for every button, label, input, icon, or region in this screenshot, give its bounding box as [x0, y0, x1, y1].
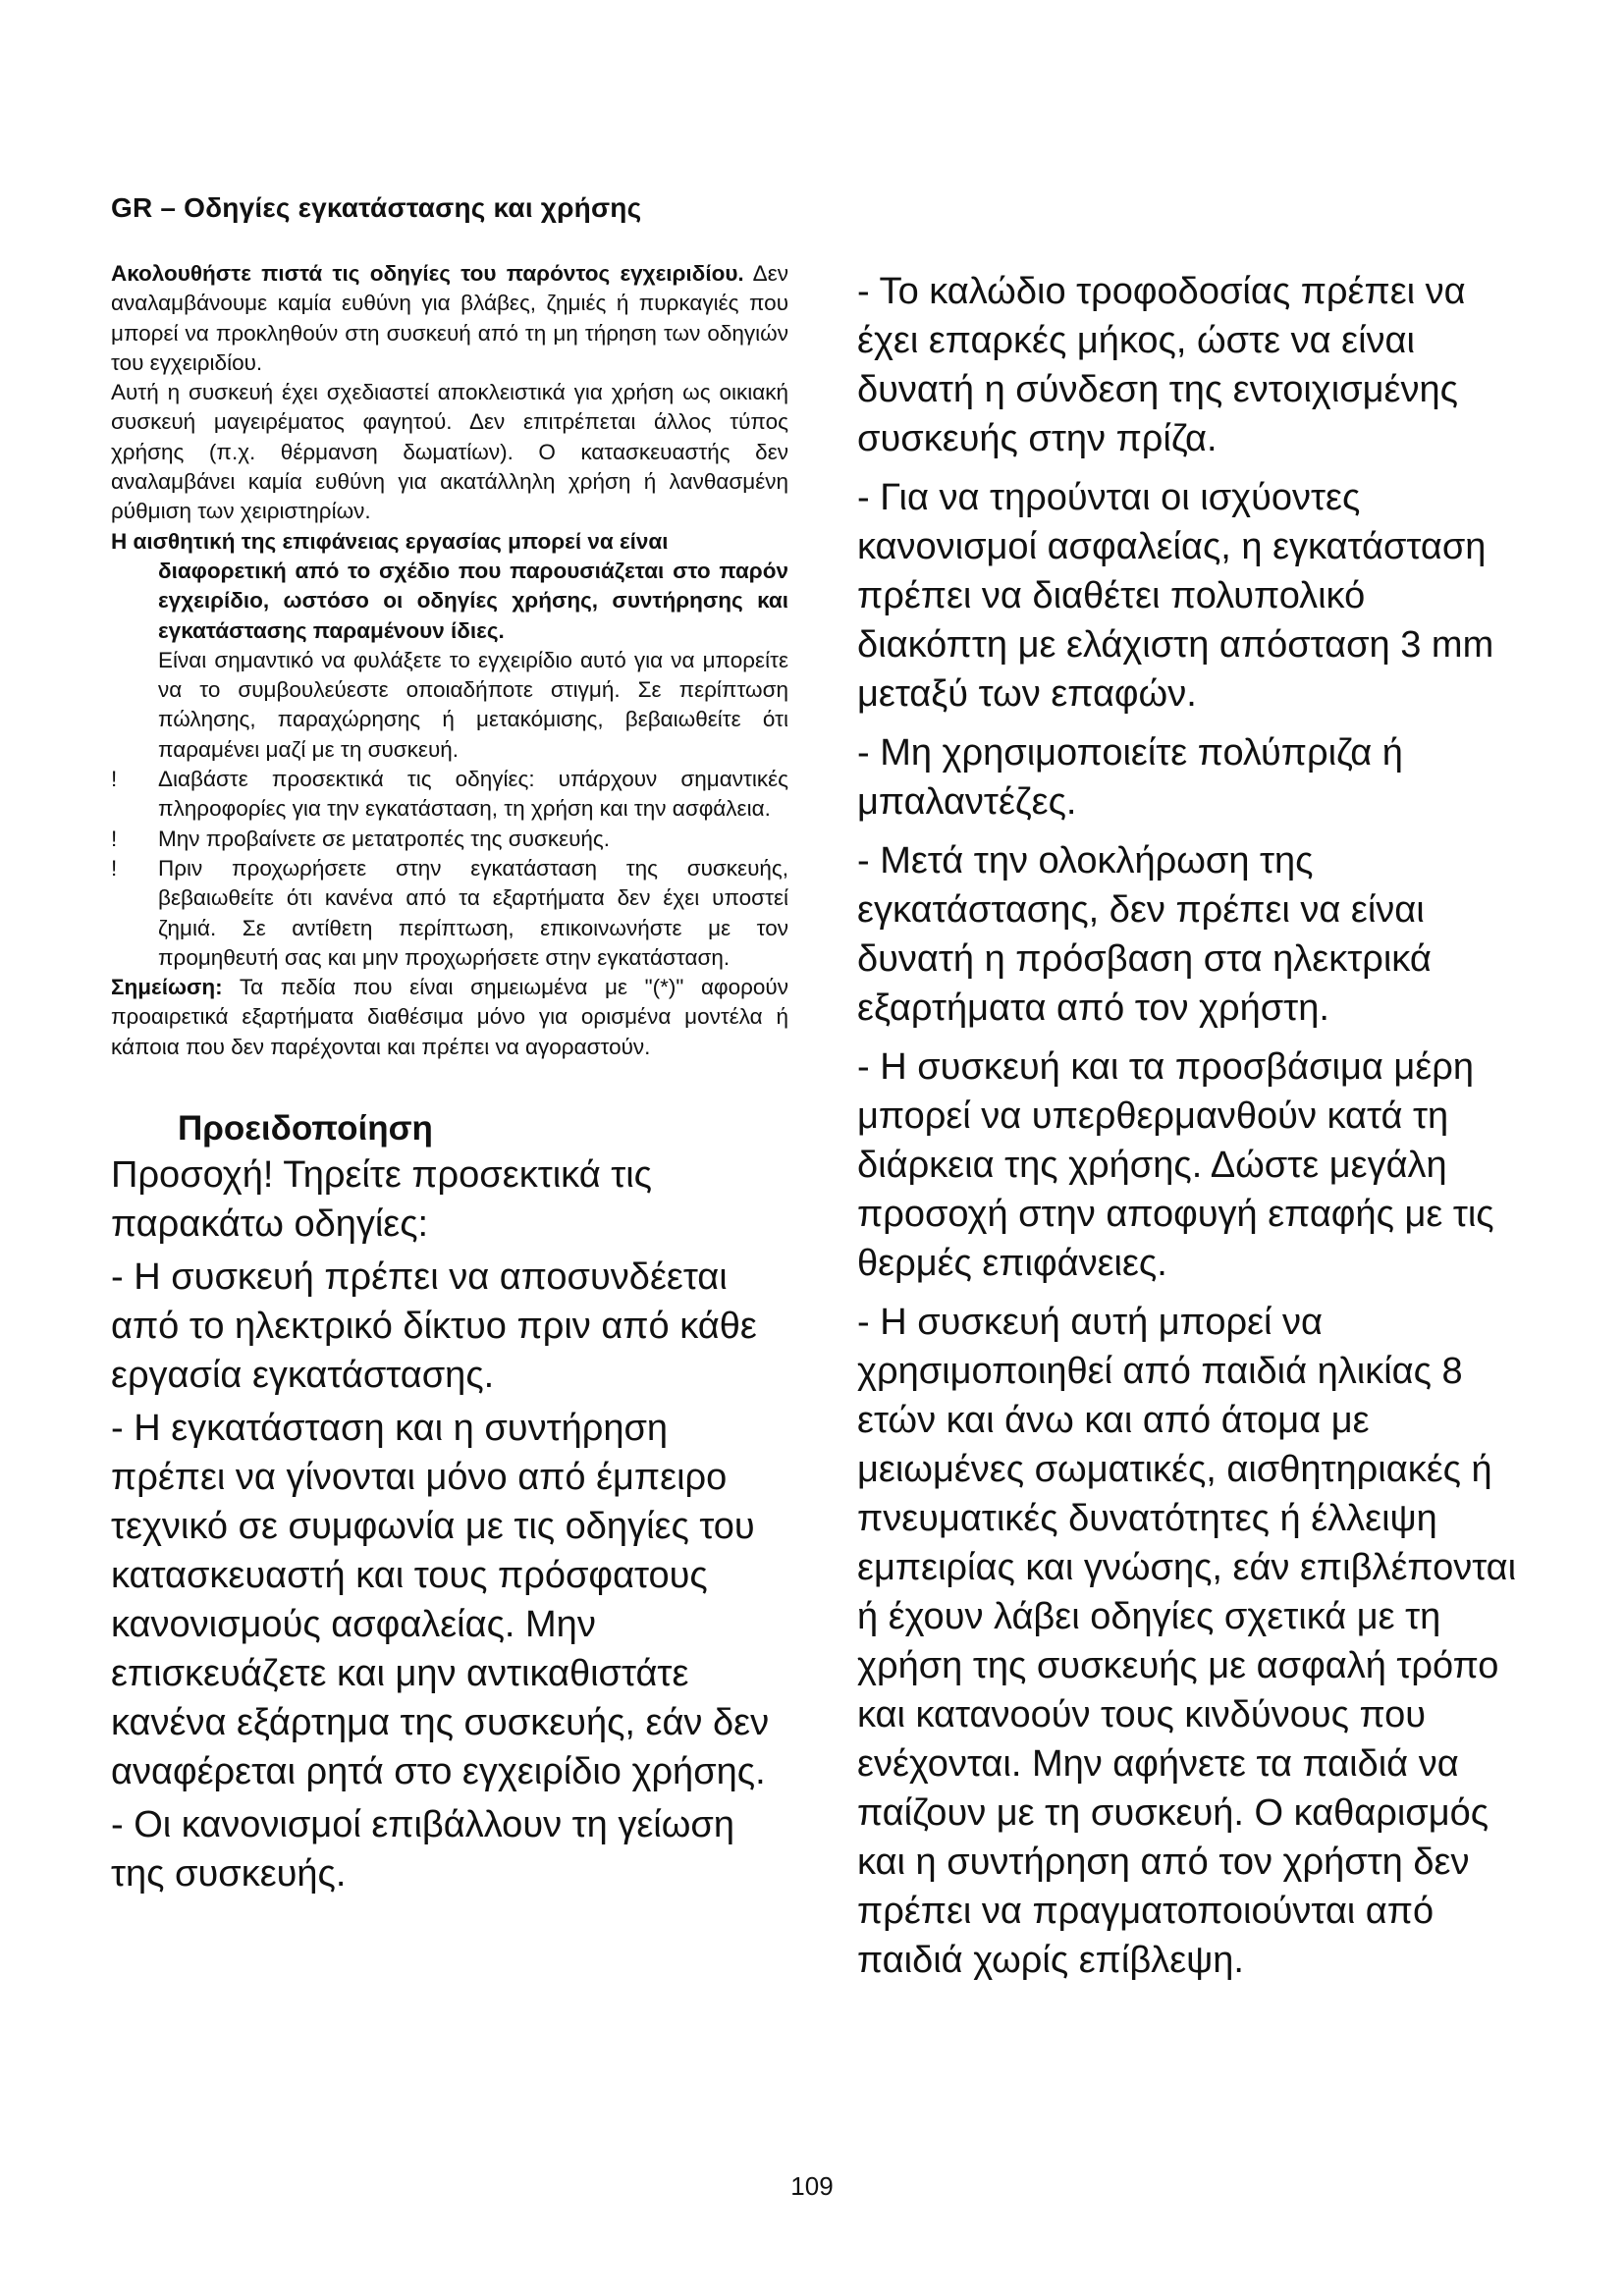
- aesthetics-bold-lead: Η αισθητική της επιφάνειας εργασίας μπορεί να είναι: [111, 528, 669, 554]
- warning-bullet-read-instructions: [111, 765, 788, 825]
- aesthetics-bold-text: [158, 557, 788, 646]
- exclamation-icon: !: [111, 855, 118, 881]
- bullet-text: Διαβάστε προσεκτικά τις οδηγίες: υπάρχουν σημαντικές πληροφορίες για την εγκατάσταση, τη χρήση και την ασφάλεια.: [158, 767, 788, 822]
- bullet-text: Μην προβαίνετε σε μετατροπές της συσκευής.: [158, 826, 611, 851]
- left-column: [111, 259, 788, 1902]
- intro-block: [111, 259, 788, 1062]
- warning-bullet-no-modifications: [111, 825, 788, 854]
- note-text: Τα πεδία που είναι σημειωμένα με "(*)" αφορούν προαιρετικά εξαρτήματα διαθέσιμα μόνο για ορισμένα μοντέλα ή κάποια που δεν παρέχονται και πρέπει να αγοραστούν.: [111, 975, 788, 1059]
- exclamation-icon: !: [111, 826, 118, 851]
- warning-heading: Προειδοποίηση: [178, 1109, 433, 1148]
- intro-paragraph-3-lead: [111, 527, 788, 557]
- aesthetics-block: [111, 557, 788, 765]
- right-column: [857, 267, 1525, 1995]
- keep-manual-text: Είναι σημαντικό να φυλάξετε το εγχειρίδιο αυτό για να μπορείτε να το συμβουλεύεστε οποιαδήποτε στιγμή. Σε περίπτωση πώλησης, παραχώρησης ή μετακόμισης, βεβαιωθείτε ότι παραμένει μαζί με τη συσκευή.: [158, 647, 788, 762]
- intro-bold-lead: Ακολουθήστε πιστά τις οδηγίες του παρόντος εγχειριδίου.: [111, 261, 744, 286]
- exclamation-icon: !: [111, 767, 118, 792]
- warning-paragraph: - Η συσκευή πρέπει να αποσυνδέεται από το ηλεκτρικό δίκτυο πριν από κάθε εργασία εγκατάστασης.: [111, 1256, 757, 1397]
- warning-paragraph: - Για να τηρούνται οι ισχύοντες κανονισμοί ασφαλείας, η εγκατάσταση πρέπει να διαθέτει πολυπολικό διακόπτη με ελάχιστη απόσταση 3 mm μεταξύ των επαφών.: [857, 477, 1494, 715]
- intro-paragraph-2: Αυτή η συσκευή έχει σχεδιαστεί αποκλειστικά για χρήση ως οικιακή συσκευή μαγειρέματος φαγητού. Δεν επιτρέπεται άλλος τύπος χρήσης (π.χ. θέρμανση δωματίων). Ο κατασκευαστής δεν αναλαμβάνει καμία ευθύνη για ακατάλληλη χρήση ή λανθασμένη ρύθμιση των χειριστηρίων.: [111, 380, 788, 524]
- warning-paragraph: - Μετά την ολοκλήρωση της εγκατάστασης, δεν πρέπει να είναι δυνατή η πρόσβαση στα ηλεκτρικά εξαρτήματα από τον χρήστη.: [857, 840, 1432, 1029]
- bullet-text: Πριν προχωρήσετε στην εγκατάσταση της συσκευής, βεβαιωθείτε ότι κανένα από τα εξαρτήματα δεν έχει υποστεί ζημιά. Σε αντίθετη περίπτωση, επικοινωνήστε με τον προμηθευτή σας και μην προχωρήσετε στην εγκατάσταση.: [158, 855, 788, 970]
- intro-paragraph-1: [111, 259, 788, 378]
- warning-paragraph: - Η συσκευή αυτή μπορεί να χρησιμοποιηθεί από παιδιά ηλικίας 8 ετών και άνω και από άτομα με μειωμένες σωματικές, αισθητηριακές ή πνευματικές δυνατότητες ή έλλειψη εμπειρίας και γνώσης, εάν επιβλέπονται ή έχουν λάβει οδηγίες σχετικά με τη χρήση της συσκευής με ασφαλή τρόπο και κατανοούν τους κινδύνους που ενέχονται. Μην αφήνετε τα παιδιά να παίζουν με τη συσκευή. Ο καθαρισμός και η συντήρηση από τον χρήστη δεν πρέπει να πραγματοποιούνται από παιδιά χωρίς επίβλεψη.: [857, 1302, 1517, 1981]
- page-number: 109: [790, 2171, 834, 2201]
- warning-paragraph: - Η εγκατάσταση και η συντήρηση πρέπει να γίνονται μόνο από έμπειρο τεχνικό σε συμφωνία με τις οδηγίες του κατασκευαστή και τους πρόσφατους κανονισμούς ασφαλείας. Μην επισκευάζετε και μην αντικαθιστάτε κανένα εξάρτημα της συσκευής, εάν δεν αναφέρεται ρητά στο εγχειρίδιο χρήσης.: [111, 1408, 770, 1793]
- warning-paragraph: - Το καλώδιο τροφοδοσίας πρέπει να έχει επαρκές μήκος, ώστε να είναι δυνατή η σύνδεση της εντοιχισμένης συσκευής στην πρίζα.: [857, 271, 1466, 459]
- warning-paragraph: - Η συσκευή και τα προσβάσιμα μέρη μπορεί να υπερθερμανθούν κατά τη διάρκεια της χρήσης. Δώστε μεγάλη προσοχή στην αποφυγή επαφής με τις θερμές επιφάνειες.: [857, 1046, 1494, 1284]
- aesthetics-bold-continuation: διαφορετική από το σχέδιο που παρουσιάζεται στο παρόν εγχειρίδιο, ωστόσο οι οδηγίες χρήσης, συντήρησης και εγκατάστασης παραμένουν ίδιες.: [158, 558, 788, 643]
- note-label: Σημείωση:: [111, 975, 223, 1000]
- warning-paragraph: Προσοχή! Τηρείτε προσεκτικά τις παρακάτω οδηγίες:: [111, 1154, 652, 1246]
- warning-paragraph: - Οι κανονισμοί επιβάλλουν τη γείωση της συσκευής.: [111, 1804, 734, 1896]
- warning-paragraph: - Μη χρησιμοποιείτε πολύπριζα ή μπαλαντέζες.: [857, 732, 1403, 823]
- intro-paragraph-1-text: Δεν αναλαμβάνουμε καμία ευθύνη για βλάβες, ζημιές ή πυρκαγιές που μπορεί να προκληθούν στη συσκευή από τη μη τήρηση των οδηγιών του εγχειριδίου.: [111, 261, 788, 375]
- warning-bullet-check-damage: [111, 854, 788, 973]
- warning-left-text: [111, 1150, 788, 1898]
- section-heading: GR – Οδηγίες εγκατάστασης και χρήσης: [111, 192, 642, 223]
- note-paragraph: [111, 973, 788, 1062]
